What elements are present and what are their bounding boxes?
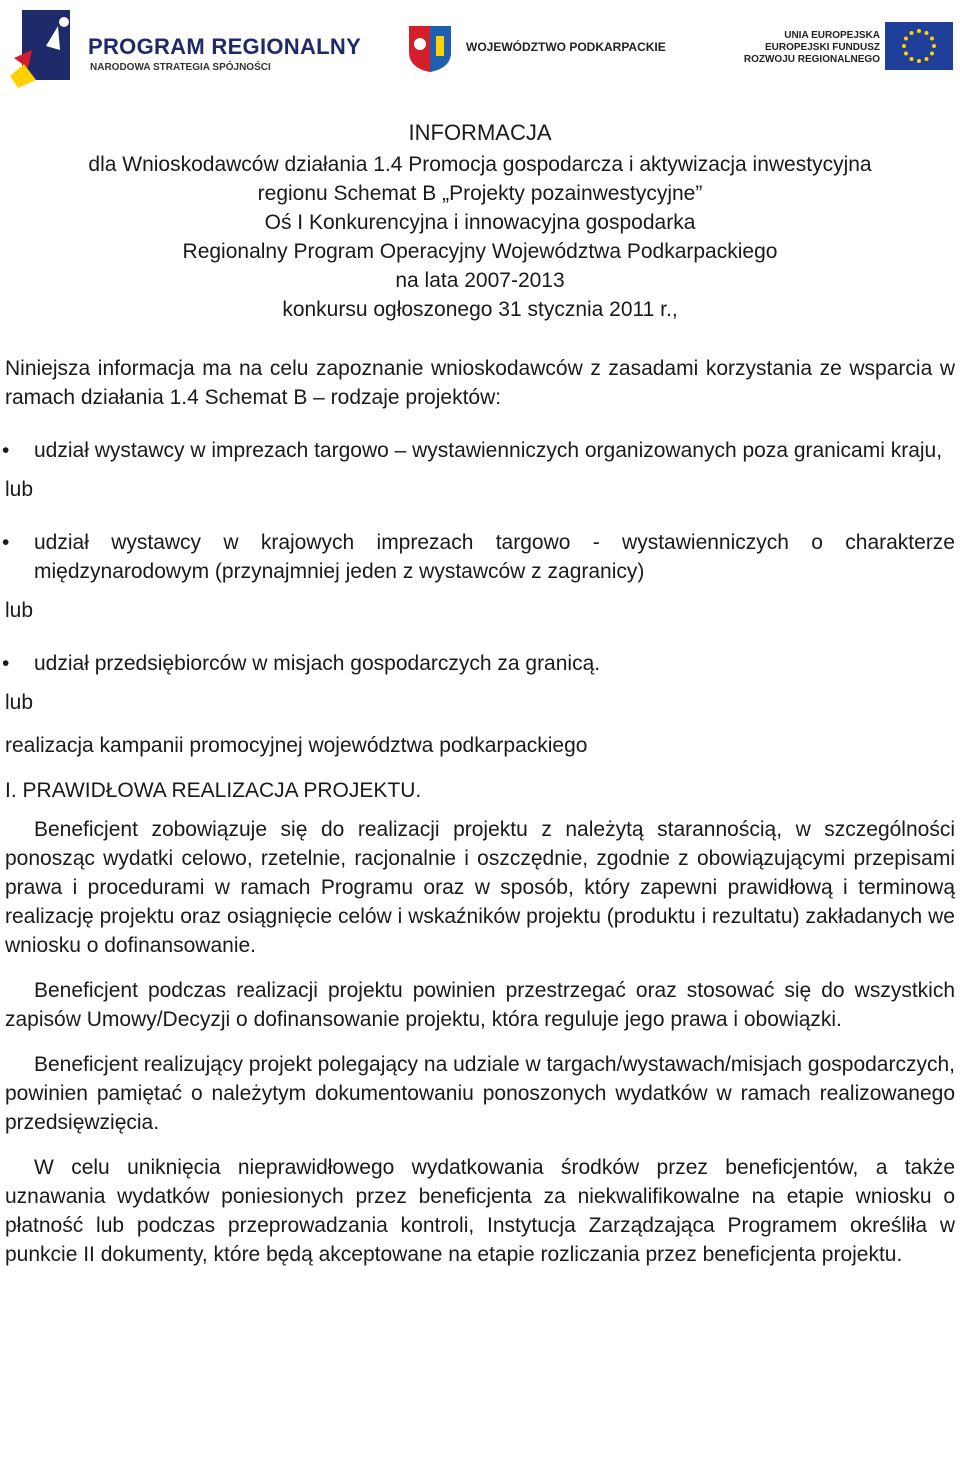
intro-paragraph: Niniejsza informacja ma na celu zapoznanie wnioskodawców z zasadami korzystania ze wsparcia w ramach działania 1.4 Schemat B – rodzaje projektów: <box>5 357 955 409</box>
project-type-text: udział wystawcy w imprezach targowo – wystawienniczych organizowanych poza granicami kraju, <box>34 439 943 462</box>
section-number: I. <box>5 779 17 802</box>
heading-line: dla Wnioskodawców działania 1.4 Promocja gospodarcza i aktywizacja inwestycyjna <box>88 153 872 176</box>
or-separator: lub <box>5 478 34 501</box>
project-type-text: udział przedsiębiorców w misjach gospodarczych za granicą. <box>34 652 601 675</box>
body-paragraph: Beneficjent zobowiązuje się do realizacji projektu z należytą starannością, w szczególności ponosząc wydatki celowo, rzetelnie, racjonalnie i oszczędnie, zgodnie z obowiązującymi przepisami prawa i procedurami w ramach Programu oraz w sposób, który zapewni prawidłową i terminową realizację projektu oraz osiągnięcie celów i wskaźników projektu (produktu i rezultatu) zakładanych we wniosku o dofinansowanie. <box>5 818 955 957</box>
document-heading <box>5 150 955 324</box>
body-paragraph: Beneficjent podczas realizacji projektu powinien przestrzegać oraz stosować się do wszystkich zapisów Umowy/Decyzji o dofinansowanie projektu, która reguluje jego prawa i obowiązki. <box>5 979 955 1031</box>
eu-line-3: ROZWOJU REGIONALNEGO <box>743 54 880 65</box>
region-name: WOJEWÓDZTWO PODKARPACKIE <box>466 40 666 54</box>
eu-caption <box>730 30 880 66</box>
body-paragraph: W celu uniknięcia nieprawidłowego wydatkowania środków przez beneficjentów, a także uznawania wydatków poniesionych przez beneficjenta za niekwalifikowalne na etapie wniosku o płatność lub podczas przeprowadzania kontroli, Instytucja Zarządzająca Programem określiła w punkcie II dokumenty, które będą akceptowane na etapie rozliczania przez beneficjenta projektu. <box>5 1156 955 1266</box>
heading-line: konkursu ogłoszonego 31 stycznia 2011 r., <box>282 298 678 321</box>
eu-line-2: EUROPEJSKI FUNDUSZ <box>764 42 880 53</box>
project-type-item <box>2 649 955 678</box>
eu-flag-icon <box>885 22 953 70</box>
logo-header <box>0 0 960 100</box>
heading-line: Oś I Konkurencyjna i innowacyjna gospodarka <box>264 211 696 234</box>
program-regionalny-logo-icon <box>6 6 86 94</box>
section-heading <box>5 776 955 805</box>
heading-line: Regionalny Program Operacyjny Województwa Podkarpackiego <box>182 240 778 263</box>
program-subtitle: NARODOWA STRATEGIA SPÓJNOŚCI <box>90 62 271 73</box>
or-separator: lub <box>5 599 34 622</box>
bullet-icon: • <box>2 439 10 462</box>
document-title: INFORMACJA <box>408 120 552 145</box>
document-body <box>2 118 955 1269</box>
podkarpackie-crest-icon <box>405 22 455 74</box>
heading-line: regionu Schemat B „Projekty pozainwestycyjne” <box>257 182 703 205</box>
section-title: PRAWIDŁOWA REALIZACJA PROJEKTU. <box>22 779 422 802</box>
program-title: PROGRAM REGIONALNY <box>88 34 362 59</box>
bullet-icon: • <box>2 652 10 675</box>
project-type-item <box>2 436 955 465</box>
or-separator: lub <box>5 691 34 714</box>
body-paragraph: Beneficjent realizujący projekt polegający na udziale w targach/wystawach/misjach gospodarczych, powinien pamiętać o należytym dokumentowaniu ponoszonych wydatków w ramach realizowanego przedsięwzięcia. <box>5 1053 955 1134</box>
eu-line-1: UNIA EUROPEJSKA <box>784 30 880 41</box>
bullet-icon: • <box>2 531 10 554</box>
campaign-item: realizacja kampanii promocyjnej województwa podkarpackiego <box>5 734 588 757</box>
project-type-item <box>2 528 955 586</box>
heading-line: na lata 2007-2013 <box>395 269 565 292</box>
project-type-text: udział wystawcy w krajowych imprezach targowo - wystawienniczych o charakterze międzynarodowym (przynajmniej jeden z wystawców z zagranicy) <box>34 531 955 583</box>
